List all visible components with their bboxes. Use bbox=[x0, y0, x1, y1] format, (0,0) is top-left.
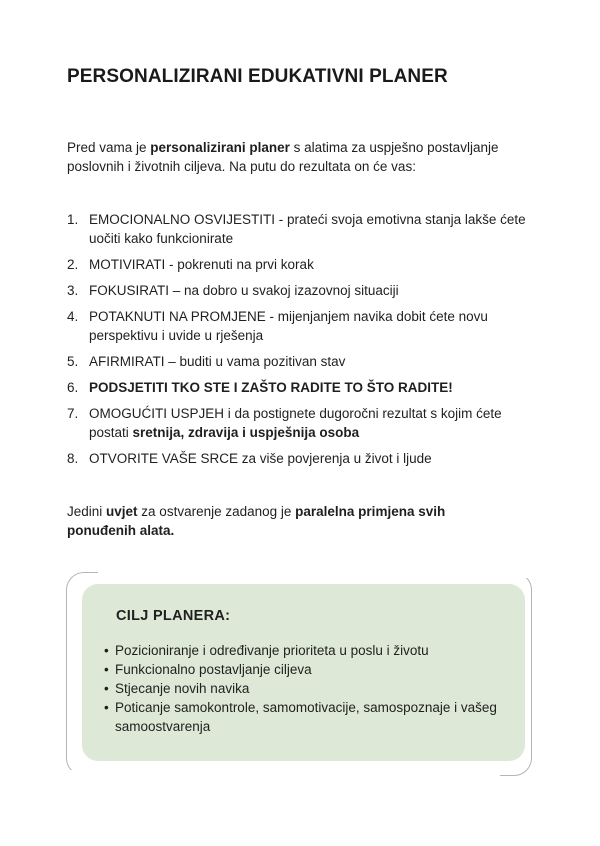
list-item bbox=[67, 352, 537, 371]
outro-text-2: za ostvarenje zadanog je bbox=[137, 504, 296, 519]
intro-text-pre: Pred vama je bbox=[67, 140, 151, 155]
outro-bold-1: uvjet bbox=[106, 504, 138, 519]
list-item bbox=[67, 307, 537, 345]
bullet-icon: • bbox=[104, 681, 109, 696]
goal-item bbox=[104, 641, 504, 660]
list-item-number: 3. bbox=[67, 283, 79, 298]
page-title: PERSONALIZIRANI EDUKATIVNI PLANER bbox=[67, 66, 448, 87]
list-item-text: OTVORITE VAŠE SRCE za više povjerenja u život i ljude bbox=[89, 451, 432, 466]
bullet-icon: • bbox=[104, 700, 109, 715]
goal-card bbox=[82, 584, 525, 761]
list-item-text: MOTIVIRATI - pokrenuti na prvi korak bbox=[89, 257, 314, 272]
list-item bbox=[67, 210, 537, 248]
benefits-list bbox=[67, 210, 537, 475]
list-item-number: 4. bbox=[67, 309, 79, 324]
bullet-icon: • bbox=[104, 643, 109, 658]
list-item-number: 5. bbox=[67, 354, 79, 369]
goal-list bbox=[104, 641, 504, 736]
frame-gap-bottom bbox=[60, 770, 500, 780]
list-item-text: EMOCIONALNO OSVIJESTITI - prateći svoja emotivna stanja lakše ćete uočiti kako funkcionirate bbox=[89, 212, 526, 246]
list-item bbox=[67, 255, 537, 274]
goal-item bbox=[104, 660, 504, 679]
list-item-text: POTAKNUTI NA PROMJENE - mijenjanjem navika dobit ćete novu perspektivu i uvide u rješenja bbox=[89, 309, 488, 343]
list-item-text: OMOGUĆITI USPJEH i da postignete dugoročni rezultat s kojim ćete postati bbox=[89, 406, 502, 440]
frame-gap-top bbox=[98, 568, 538, 578]
list-item-text: FOKUSIRATI – na dobro u svakoj izazovnoj situaciji bbox=[89, 283, 399, 298]
list-item-text-bold: sretnija, zdravija i uspješnija osoba bbox=[132, 425, 360, 440]
goal-item-text: Funkcionalno postavljanje ciljeva bbox=[115, 662, 312, 677]
list-item bbox=[67, 281, 537, 300]
goal-item bbox=[104, 679, 504, 698]
list-item-text: PODSJETITI TKO STE I ZAŠTO RADITE TO ŠTO RADITE! bbox=[89, 380, 453, 395]
bullet-icon: • bbox=[104, 662, 109, 677]
list-item-number: 8. bbox=[67, 451, 79, 466]
intro-text-post: s alatima za uspješno postavljanje poslovnih i životnih ciljeva. Na putu do rezultata on će vas: bbox=[67, 140, 499, 174]
list-item-number: 6. bbox=[67, 380, 79, 395]
outro-text-1: Jedini bbox=[67, 504, 107, 519]
goal-title: CILJ PLANERA: bbox=[116, 608, 231, 624]
list-item-number: 2. bbox=[67, 257, 79, 272]
list-item-text: AFIRMIRATI – buditi u vama pozitivan stav bbox=[89, 354, 346, 369]
list-item bbox=[67, 404, 537, 442]
goal-item bbox=[104, 698, 504, 736]
list-item bbox=[67, 378, 537, 397]
intro-paragraph bbox=[67, 138, 537, 176]
list-item-number: 7. bbox=[67, 406, 79, 421]
list-item-number: 1. bbox=[67, 212, 79, 227]
goal-item-text: Poticanje samokontrole, samomotivacije, samospoznaje i vašeg samoostvarenja bbox=[115, 700, 497, 734]
goal-item-text: Pozicioniranje i određivanje prioriteta u poslu i životu bbox=[115, 643, 429, 658]
outro-paragraph bbox=[67, 502, 507, 540]
intro-text-bold: personalizirani planer bbox=[150, 140, 290, 155]
outro-bold-2: paralelna primjena svih ponuđenih alata. bbox=[67, 504, 446, 538]
goal-item-text: Stjecanje novih navika bbox=[115, 681, 250, 696]
list-item bbox=[67, 449, 537, 468]
